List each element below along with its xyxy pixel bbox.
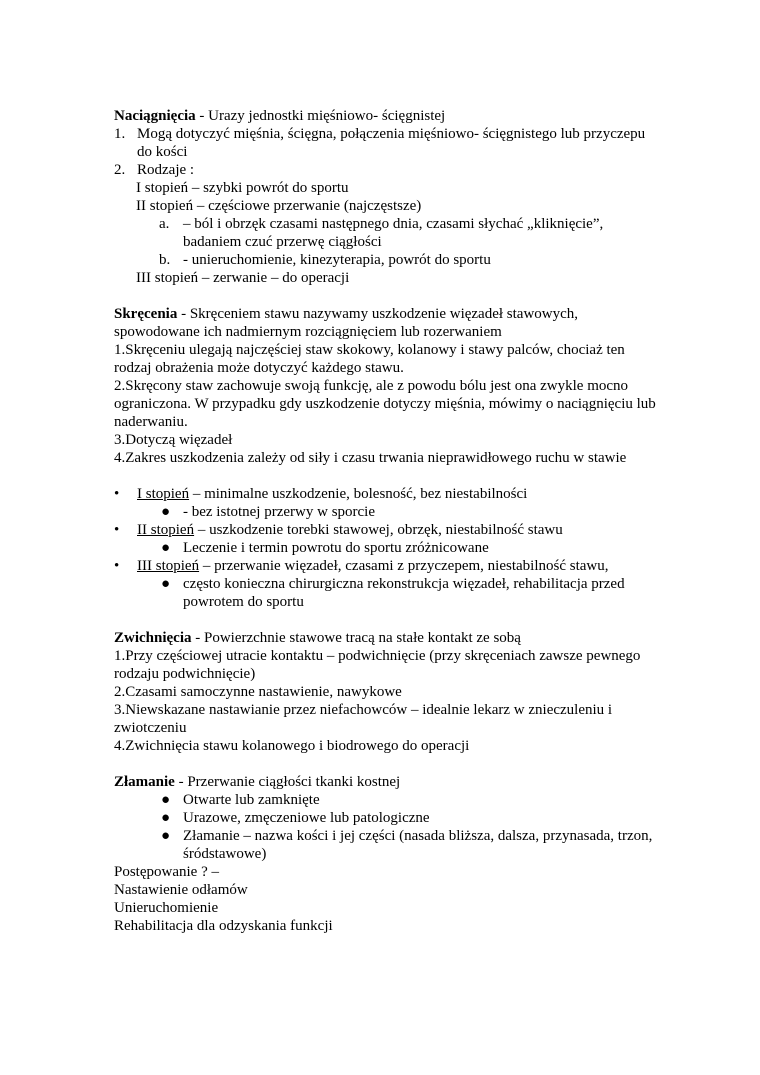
sub-bullet-item [114, 809, 674, 827]
sub-bullet-item [114, 503, 674, 521]
item-number: 1. [114, 126, 126, 142]
paragraph-line: rodzaj obrażenia może dotyczyć każdego stawu. [114, 360, 404, 376]
item-letter: a. [159, 216, 170, 232]
bullet-icon: ● [161, 576, 171, 592]
section-heading-naciagniecia [114, 107, 674, 125]
item-continuation: powrotem do sportu [183, 594, 304, 610]
paragraph-line: 3.Niewskazane nastawianie przez niefachowców – idealnie lekarz w znieczuleniu i [114, 702, 613, 718]
heading-desc: - Skręceniem stawu nazywamy uszkodzenie więzadeł stawowych, [177, 306, 579, 322]
spacer [114, 467, 674, 485]
paragraph-line: Nastawienie odłamów [114, 882, 248, 898]
grade-line: II stopień – częściowe przerwanie (najczęstsze) [136, 198, 422, 214]
heading-term: Skręcenia [114, 306, 178, 322]
paragraph-line: Rehabilitacja dla odzyskania funkcji [114, 918, 333, 934]
paragraph-line: spowodowane ich nadmiernym rozciągnięciem lub rozerwaniem [114, 324, 502, 340]
item-continuation: śródstawowe) [183, 846, 267, 862]
paragraph-line: zwiotczeniu [114, 720, 187, 736]
bullet-icon: ● [161, 792, 171, 808]
item-text: – przerwanie więzadeł, czasami z przyczepem, niestabilność stawu, [199, 558, 609, 574]
paragraph-line: 1.Przy częściowej utracie kontaktu – podwichnięcie (przy skręceniach zawsze pewnego [114, 648, 641, 664]
lettered-item [114, 251, 674, 269]
lettered-item [114, 215, 674, 233]
bullet-icon: ● [161, 540, 171, 556]
grade-label: I stopień [137, 486, 190, 502]
numbered-item [114, 125, 674, 143]
item-text: - bez istotnej przerwy w sporcie [183, 504, 376, 520]
item-text: - unieruchomienie, kinezyterapia, powrót do sportu [183, 252, 491, 268]
sub-bullet-item [114, 791, 674, 809]
paragraph-line: 1.Skręceniu ulegają najczęściej staw skokowy, kolanowy i stawy palców, chociaż ten [114, 342, 625, 358]
sub-bullet-item [114, 539, 674, 557]
heading-term: Złamanie [114, 774, 175, 790]
bullet-icon: ● [161, 828, 171, 844]
item-text: – uszkodzenie torebki stawowej, obrzęk, niestabilność stawu [194, 522, 563, 538]
item-text: Złamanie – nazwa kości i jej części (nasada bliższa, dalsza, przynasada, trzon, [183, 828, 653, 844]
item-text: Rodzaje : [137, 162, 195, 178]
grade-line: III stopień – zerwanie – do operacji [136, 270, 350, 286]
section-heading-zwichniecia [114, 629, 674, 647]
spacer [114, 755, 674, 773]
item-number: 2. [114, 162, 126, 178]
paragraph-line: Postępowanie ? – [114, 864, 219, 880]
paragraph-line: Unieruchomienie [114, 900, 219, 916]
bullet-icon: ● [161, 810, 171, 826]
item-text: Mogą dotyczyć mięśnia, ścięgna, połączenia mięśniowo- ścięgnistego lub przyczepu [137, 126, 646, 142]
item-continuation: do kości [137, 144, 188, 160]
item-text: często konieczna chirurgiczna rekonstrukcja więzadeł, rehabilitacja przed [183, 576, 625, 592]
item-letter: b. [159, 252, 171, 268]
heading-term: Zwichnięcia [114, 630, 192, 646]
spacer [114, 287, 674, 305]
sub-bullet-item [114, 575, 674, 593]
item-text: Urazowe, zmęczeniowe lub patologiczne [183, 810, 430, 826]
bullet-icon: • [114, 522, 120, 538]
paragraph-line: 4.Zakres uszkodzenia zależy od siły i czasu trwania nieprawidłowego ruchu w stawie [114, 450, 627, 466]
bullet-icon: • [114, 558, 120, 574]
item-text: – minimalne uszkodzenie, bolesność, bez niestabilności [189, 486, 528, 502]
item-text: – ból i obrzęk czasami następnego dnia, czasami słychać „kliknięcie”, [183, 216, 604, 232]
section-heading-zlamanie [114, 773, 674, 791]
paragraph-line: ograniczona. W przypadku gdy uszkodzenie dotyczy mięśnia, mówimy o naciągnięciu lub [114, 396, 656, 412]
bullet-item [114, 485, 674, 503]
heading-desc: - Przerwanie ciągłości tkanki kostnej [174, 774, 401, 790]
grade-label: II stopień [137, 522, 195, 538]
section-heading-skrecenia [114, 305, 674, 323]
paragraph-line: 4.Zwichnięcia stawu kolanowego i biodrowego do operacji [114, 738, 470, 754]
document-body [114, 107, 674, 935]
sub-bullet-item [114, 827, 674, 845]
heading-desc: - Powierzchnie stawowe tracą na stałe kontakt ze sobą [191, 630, 521, 646]
bullet-item [114, 557, 674, 575]
item-text: Otwarte lub zamknięte [183, 792, 320, 808]
paragraph-line: 3.Dotyczą więzadeł [114, 432, 233, 448]
paragraph-line: 2.Czasami samoczynne nastawienie, nawykowe [114, 684, 402, 700]
bullet-item [114, 521, 674, 539]
bullet-icon: ● [161, 504, 171, 520]
paragraph-line: naderwaniu. [114, 414, 188, 430]
paragraph-line: rodzaju podwichnięcie) [114, 666, 256, 682]
numbered-item [114, 161, 674, 179]
grade-line: I stopień – szybki powrót do sportu [136, 180, 349, 196]
heading-term: Naciągnięcia [114, 108, 196, 124]
spacer [114, 611, 674, 629]
heading-desc: - Urazy jednostki mięśniowo- ścięgnistej [195, 108, 446, 124]
bullet-icon: • [114, 486, 120, 502]
grade-label: III stopień [137, 558, 200, 574]
item-text: Leczenie i termin powrotu do sportu zróżnicowane [183, 540, 489, 556]
item-continuation: badaniem czuć przerwę ciągłości [183, 234, 382, 250]
paragraph-line: 2.Skręcony staw zachowuje swoją funkcję, ale z powodu bólu jest ona zwykle mocno [114, 378, 629, 394]
